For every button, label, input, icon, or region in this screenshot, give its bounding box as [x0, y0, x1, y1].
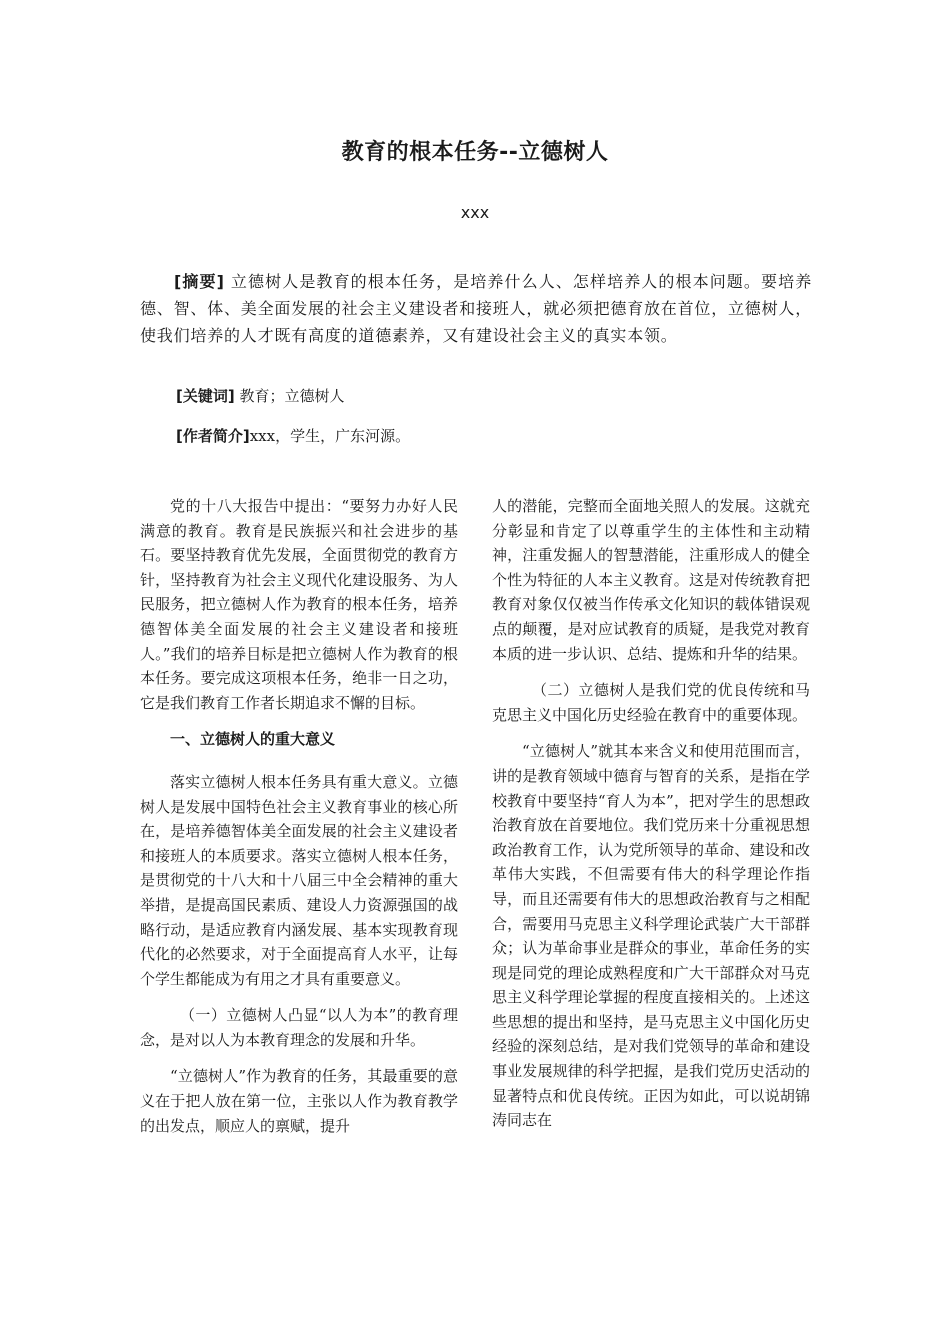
keywords-label: [关键词] — [176, 387, 235, 405]
right-column — [492, 494, 810, 1145]
left-column — [140, 494, 458, 1150]
body-paragraph: “立德树人”作为教育的任务，其最重要的意义在于把人放在第一位，主张以人作为教育教学的出发点，顺应人的禀赋，提升 — [140, 1067, 458, 1135]
body-paragraph: 人的潜能，完整而全面地关照人的发展。这就充分彰显和肯定了以尊重学生的主体性和主动精神，注重发掘人的智慧潜能，注重形成人的健全个性为特征的人本主义教育。这是对传统教育把教育对象仅仅被当作传承文化知识的载体错误观点的颠覆，是对应试教育的质疑，是我党对教育本质的进一步认识、总结、提炼和升华的结果。 — [492, 497, 810, 663]
abstract-text: 立德树人是教育的根本任务，是培养什么人、怎样培养人的根本问题。要培养德、智、体、美全面发展的社会主义建设者和接班人，就必须把德育放在首位，立德树人，使我们培养的人才既有高度的道德素养，又有建设社会主义的真实本领。 — [140, 272, 813, 345]
author-name: xxx — [460, 203, 490, 222]
subsection-heading: （二）立德树人是我们党的优良传统和马克思主义中国化历史经验在教育中的重要体现。 — [492, 681, 810, 724]
keywords-line — [176, 384, 345, 408]
body-paragraph: 党的十八大报告中提出：“要努力办好人民满意的教育。教育是民族振兴和社会进步的基石。要坚持教育优先发展，全面贯彻党的教育方针，坚持教育为社会主义现代化建设服务、为人民服务，把立德树人作为教育的根本任务，培养德智体美全面发展的社会主义建设者和接班人。”我们的培养目标是把立德树人作为教育的根本任务。要完成这项根本任务，绝非一日之功，它是我们教育工作者长期追求不懈的目标。 — [140, 497, 458, 712]
body-paragraph: 落实立德树人根本任务具有重大意义。立德树人是发展中国特色社会主义教育事业的核心所在，是培养德智体美全面发展的社会主义建设者和接班人的本质要求。落实立德树人根本任务，是贯彻党的十八大和十八届三中全会精神的重大举措，是提高国民素质、建设人力资源强国的战略行动，是适应教育内涵发展、基本实现教育现代化的必然要求，对于全面提高育人水平，让每个学生都能成为有用之才具有重要意义。 — [140, 772, 458, 988]
body-paragraph: “立德树人”就其本来含义和使用范围而言，讲的是教育领域中德育与智育的关系，是指在学校教育中要坚持“育人为本”，把对学生的思想政治教育放在首要地位。我们党历来十分重视思想政治教育工作，认为党所领导的革命、建设和改革伟大实践，不但需要有伟大的科学理论作指导，而且还需要有伟大的思想政治教育与之相配合，需要用马克思主义科学理论武装广大干部群众；认为革命事业是群众的事业，革命任务的实现是同党的理论成熟程度和广大干部群众对马克思主义科学理论掌握的程度直接相关的。上述这些思想的提出和坚持，是马克思主义中国化历史经验的深刻总结，是对我们党领导的革命和建设事业发展规律的科学把握，是我们党历史活动的显著特点和优良传统。正因为如此，可以说胡锦涛同志在 — [492, 742, 810, 1130]
author-bio-label: [作者简介] — [176, 427, 250, 445]
author-bio-text: xxx，学生，广东河源。 — [249, 427, 411, 445]
subsection-heading: （一）立德树人凸显“以人为本”的教育理念，是对以人为本教育理念的发展和升华。 — [140, 1006, 458, 1049]
section-heading: 一、立德树人的重大意义 — [170, 730, 336, 749]
keywords-text: 教育；立德树人 — [239, 387, 345, 405]
abstract-block — [140, 268, 812, 349]
author-bio-line — [176, 424, 410, 448]
abstract-label: [摘要] — [174, 272, 225, 291]
paper-title: 教育的根本任务--立德树人 — [341, 140, 609, 165]
